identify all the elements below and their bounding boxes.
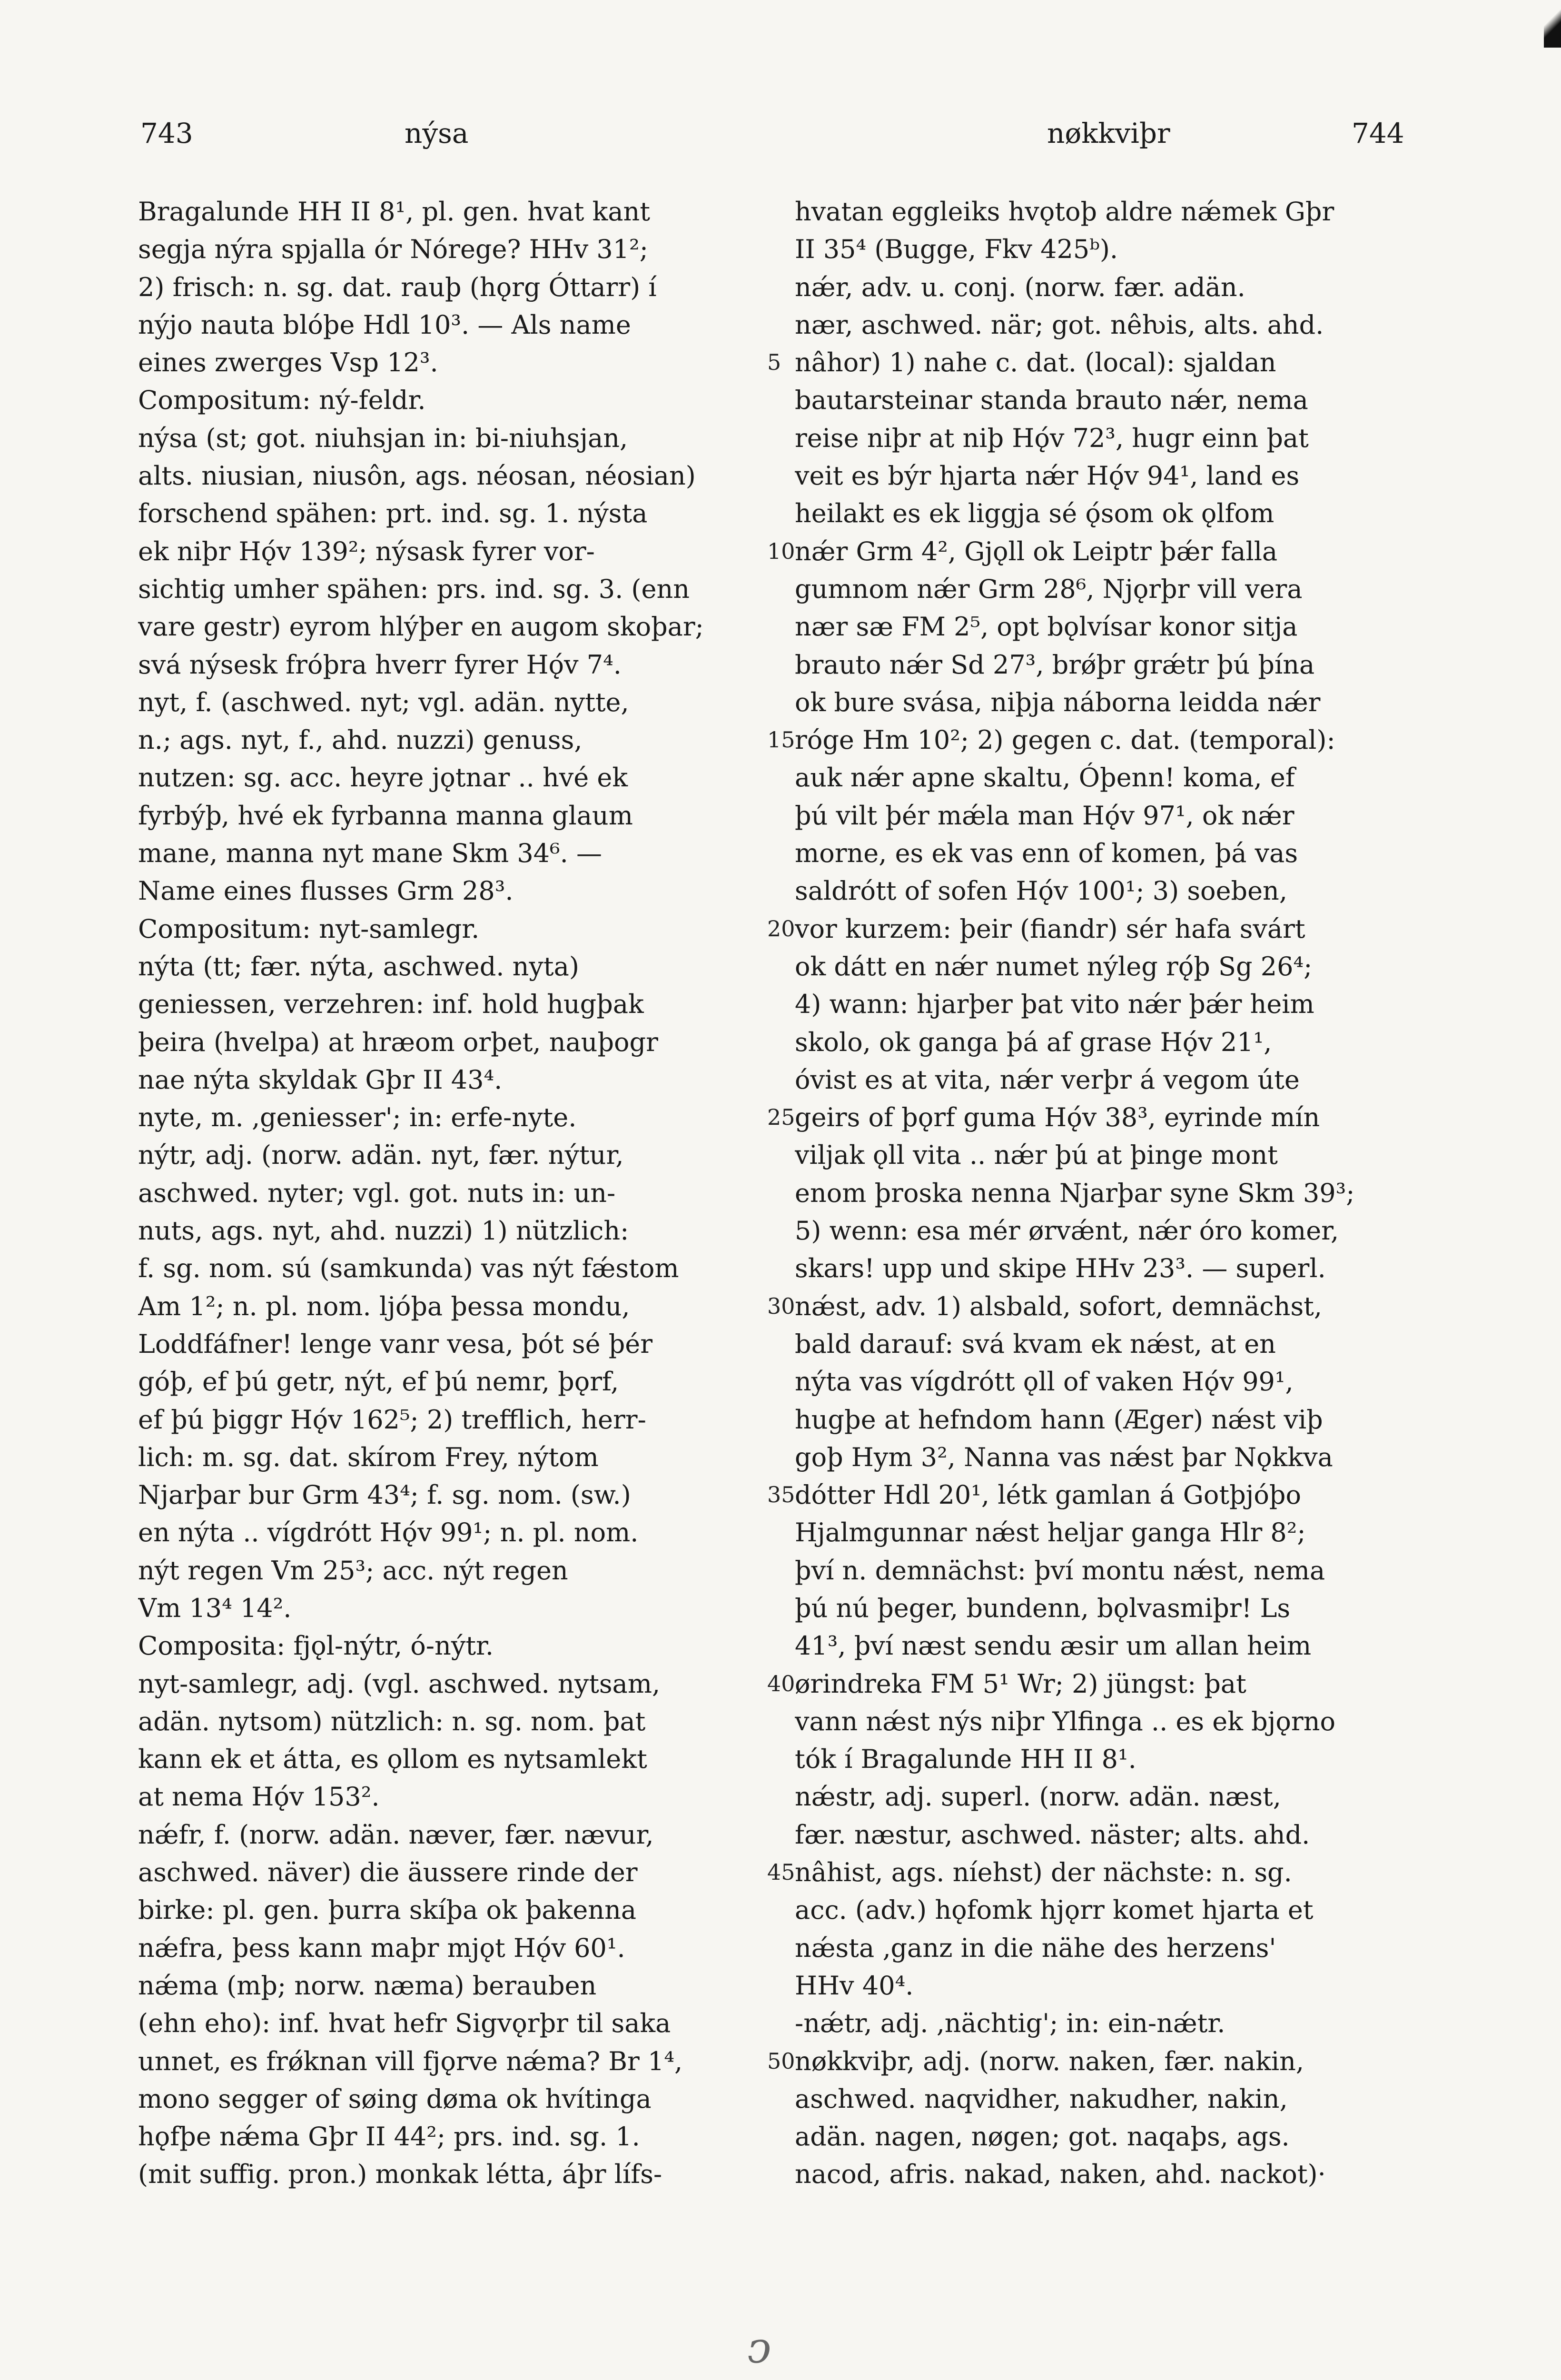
text-line: nǽsta ‚ganz in die nähe des herzens' [795, 1933, 1276, 1963]
text-line: unnet, es frǿknan vill fjǫrve nǽma? Br 1⁴, [138, 2046, 683, 2076]
text-line: vare gestr) eyrom hlýþer en augom skoþar; [138, 612, 704, 642]
text-line: skolo, ok ganga þá af grase Hǫ́v 21¹, [795, 1027, 1272, 1057]
text-line: nutzen: sg. acc. heyre jǫtnar .. hvé ek [138, 763, 628, 793]
text-line: Compositum: ný-feldr. [138, 385, 426, 416]
text-line: nýt regen Vm 25³; acc. nýt regen [138, 1555, 568, 1586]
text-line: adän. nytsom) nützlich: n. sg. nom. þat [138, 1706, 646, 1736]
text-line: nýsa (st; got. niuhsjan in: bi-niuhsjan, [138, 423, 628, 453]
line-number: 30 [767, 1293, 795, 1319]
text-line: viljak ǫll vita .. nǽr þú at þinge mont [795, 1140, 1278, 1170]
text-line: ørindreka FM 5¹ Wr; 2) jüngst: þat [795, 1668, 1246, 1699]
left-column [138, 193, 761, 2193]
text-line: Am 1²; n. pl. nom. ljóþa þessa mondu, [138, 1291, 630, 1321]
text-line: þeira (hvelpa) at hræom orþet, nauþogr [138, 1027, 658, 1057]
text-line: fær. næstur, aschwed. näster; alts. ahd. [795, 1819, 1310, 1850]
line-number: 5 [767, 349, 781, 376]
text-line: veit es býr hjarta nǽr Hǫ́v 94¹, land es [795, 461, 1300, 491]
text-line: ok bure svása, niþja náborna leidda nǽr [795, 687, 1321, 717]
text-line: nyte, m. ‚geniesser'; in: erfe-nyte. [138, 1102, 577, 1133]
text-line: nær, aschwed. när; got. nêƕis, alts. ahd. [795, 309, 1324, 340]
text-line: lich: m. sg. dat. skírom Frey, nýtom [138, 1442, 599, 1472]
text-line: enom þroska nenna Njarþar syne Skm 39³; [795, 1178, 1355, 1208]
right-page-number: 744 [1352, 117, 1404, 149]
text-line: ek niþr Hǫ́v 139²; nýsask fyrer vor- [138, 536, 595, 566]
text-line: vann nǽst nýs niþr Ylfinga .. es ek bjǫrno [795, 1706, 1336, 1736]
text-line: Name eines flusses Grm 28³. [138, 876, 514, 906]
line-number: 45 [767, 1859, 795, 1885]
text-line: reise niþr at niþ Hǫ́v 72³, hugr einn þat [795, 423, 1309, 453]
text-line: góþ, ef þú getr, nýt, ef þú nemr, þǫrf, [138, 1367, 619, 1397]
text-line: Composita: fjǫl-nýtr, ó-nýtr. [138, 1631, 494, 1661]
text-line: nær sæ FM 2⁵, opt bǫlvísar konor sitja [795, 612, 1298, 642]
text-line: 4) wann: hjarþer þat vito nǽr þǽr heim [795, 989, 1314, 1020]
pencil-mark: ↄ [747, 2323, 771, 2373]
line-number: 40 [767, 1670, 795, 1696]
text-line: nyt-samlegr, adj. (vgl. aschwed. nytsam, [138, 1668, 661, 1699]
text-line: hvatan eggleiks hvǫtoþ aldre nǽmek Gþr [795, 197, 1334, 227]
text-line: nâhist, ags. níehst) der nächste: n. sg. [795, 1857, 1292, 1888]
line-number: 25 [767, 1104, 795, 1130]
text-line: nǽfr, f. (norw. adän. næver, fær. nævur, [138, 1819, 654, 1850]
text-line: HHv 40⁴. [795, 1970, 914, 2001]
text-line: bautarsteinar standa brauto nǽr, nema [795, 385, 1308, 416]
text-line: Bragalunde HH II 8¹, pl. gen. hvat kant [138, 197, 651, 227]
text-line: nýta vas vígdrótt ǫll of vaken Hǫ́v 99¹, [795, 1367, 1294, 1397]
text-line: Njarþar bur Grm 43⁴; f. sg. nom. (sw.) [138, 1480, 631, 1510]
text-line: auk nǽr apne skaltu, Óþenn! koma, ef [795, 763, 1295, 793]
text-line: acc. (adv.) hǫfomk hjǫrr komet hjarta et [795, 1895, 1314, 1925]
right-running-head: nøkkviþr [1047, 117, 1170, 149]
text-line: Loddfáfner! lenge vanr vesa, þót sé þér [138, 1329, 653, 1359]
text-line: 2) frisch: n. sg. dat. rauþ (hǫrg Óttarr) í [138, 272, 657, 302]
text-line: (ehn eho): inf. hvat hefr Sigvǫrþr til saka [138, 2008, 671, 2039]
text-line: tók í Bragalunde HH II 8¹. [795, 1744, 1136, 1775]
text-line: geniessen, verzehren: inf. hold hugþak [138, 989, 644, 1020]
text-line: fyrbýþ, hvé ek fyrbanna manna glaum [138, 800, 633, 831]
text-line: saldrótt of sofen Hǫ́v 100¹; 3) soeben, [795, 876, 1287, 906]
text-line: nǽstr, adj. superl. (norw. adän. næst, [795, 1782, 1281, 1812]
line-number: 10 [767, 538, 795, 564]
text-line: 5) wenn: esa mér ørvǽnt, nǽr óro komer, [795, 1216, 1339, 1246]
text-line: nýjo nauta blóþe Hdl 10³. — Als name [138, 309, 631, 340]
text-line: (mit suffig. pron.) monkak létta, áþr lífs- [138, 2159, 662, 2190]
text-line: aschwed. nyter; vgl. got. nuts in: un- [138, 1178, 616, 1208]
text-line: aschwed. naqvidher, nakudher, nakin, [795, 2083, 1288, 2114]
text-line: mono segger of søing døma ok hvítinga [138, 2083, 652, 2114]
text-line: ok dátt en nǽr numet nýleg rǫ́þ Sg 26⁴; [795, 951, 1313, 982]
text-line: morne, es ek vas enn of komen, þá vas [795, 838, 1298, 869]
text-line: heilakt es ek liggja sé ǫ́som ok ǫlfom [795, 498, 1274, 529]
left-running-head: nýsa [405, 117, 469, 149]
text-line: nyt, f. (aschwed. nyt; vgl. adän. nytte, [138, 687, 629, 717]
text-line: segja nýra spjalla ór Nórege? HHv 31²; [138, 234, 648, 265]
text-line: Vm 13⁴ 14². [138, 1593, 292, 1623]
text-line: eines zwerges Vsp 12³. [138, 347, 438, 378]
text-line: nýtr, adj. (norw. adän. nyt, fær. nýtur, [138, 1140, 624, 1170]
text-line: þú nú þeger, bundenn, bǫlvasmiþr! Ls [795, 1593, 1291, 1623]
line-number: 15 [767, 727, 795, 753]
text-line: at nema Hǫ́v 153². [138, 1782, 380, 1812]
text-line: hǫfþe nǽma Gþr II 44²; prs. ind. sg. 1. [138, 2122, 640, 2152]
text-line: nacod, afris. nakad, naken, ahd. nackot)· [795, 2159, 1326, 2190]
text-line: svá nýsesk fróþra hverr fyrer Hǫ́v 7⁴. [138, 649, 622, 680]
text-line: óvist es at vita, nǽr verþr á vegom úte [795, 1064, 1300, 1095]
text-line: en nýta .. vígdrótt Hǫ́v 99¹; n. pl. nom. [138, 1517, 639, 1548]
text-line: aschwed. näver) die äussere rinde der [138, 1857, 638, 1888]
text-line: nýta (tt; fær. nýta, aschwed. nyta) [138, 951, 579, 982]
text-line: róge Hm 10²; 2) gegen c. dat. (temporal): [795, 725, 1335, 755]
text-line: nae nýta skyldak Gþr II 43⁴. [138, 1064, 503, 1095]
text-line: birke: pl. gen. þurra skíþa ok þakenna [138, 1895, 637, 1925]
left-page-number: 743 [140, 117, 193, 149]
text-line: n.; ags. nyt, f., ahd. nuzzi) genuss, [138, 725, 583, 755]
text-line: kann ek et átta, es ǫllom es nytsamlekt [138, 1744, 647, 1775]
text-line: mane, manna nyt mane Skm 34⁶. — [138, 838, 603, 869]
text-line: forschend spähen: prt. ind. sg. 1. nýsta [138, 498, 648, 529]
text-line: nǽr Grm 4², Gjǫll ok Leiptr þǽr falla [795, 536, 1278, 566]
text-line: goþ Hym 3², Nanna vas nǽst þar Nǫkkva [795, 1442, 1333, 1472]
text-line: bald darauf: svá kvam ek nǽst, at en [795, 1329, 1276, 1359]
text-line: nøkkviþr, adj. (norw. naken, fær. nakin, [795, 2046, 1304, 2076]
text-line: adän. nagen, nøgen; got. naqaþs, ags. [795, 2122, 1290, 2152]
text-line: geirs of þǫrf guma Hǫ́v 38³, eyrinde mín [795, 1102, 1320, 1133]
text-line: brauto nǽr Sd 27³, brǿþr grǽtr þú þína [795, 649, 1315, 680]
text-line: Hjalmgunnar nǽst heljar ganga Hlr 8²; [795, 1517, 1306, 1548]
text-line: nǽr, adv. u. conj. (norw. fær. adän. [795, 272, 1245, 302]
text-line: alts. niusian, niusôn, ags. néosan, néosian) [138, 461, 696, 491]
text-line: nǽst, adv. 1) alsbald, sofort, demnächst, [795, 1291, 1323, 1321]
text-line: nuts, ags. nyt, ahd. nuzzi) 1) nützlich: [138, 1216, 629, 1246]
text-line: nǽma (mþ; norw. næma) berauben [138, 1970, 597, 2001]
text-line: hugþe at hefndom hann (Æger) nǽst viþ [795, 1404, 1323, 1435]
line-number: 20 [767, 915, 795, 942]
page-corner-shadow [1544, 0, 1561, 48]
text-line: þú vilt þér mǽla man Hǫ́v 97¹, ok nǽr [795, 800, 1294, 831]
text-line: því n. demnächst: því montu nǽst, nema [795, 1555, 1325, 1586]
text-line: vor kurzem: þeir (fiandr) sér hafa svárt [795, 913, 1305, 944]
text-line: II 35⁴ (Bugge, Fkv 425ᵇ). [795, 234, 1118, 265]
text-line: nǽfra, þess kann maþr mjǫt Hǫ́v 60¹. [138, 1933, 625, 1963]
text-line: gumnom nǽr Grm 28⁶, Njǫrþr vill vera [795, 574, 1303, 604]
text-line: skars! upp und skipe HHv 23³. — superl. [795, 1253, 1326, 1284]
text-line: Compositum: nyt-samlegr. [138, 913, 480, 944]
text-line: f. sg. nom. sú (samkunda) vas nýt fǽstom [138, 1253, 679, 1284]
right-column [795, 193, 1471, 2193]
text-line: nâhor) 1) nahe c. dat. (local): sjaldan [795, 347, 1276, 378]
text-line: 41³, því næst sendu æsir um allan heim [795, 1631, 1312, 1661]
text-line: dótter Hdl 20¹, létk gamlan á Gotþjóþo [795, 1480, 1301, 1510]
text-line: sichtig umher spähen: prs. ind. sg. 3. (enn [138, 574, 690, 604]
line-number: 50 [767, 2048, 795, 2074]
text-line: -nǽtr, adj. ‚nächtig'; in: ein-nǽtr. [795, 2008, 1225, 2039]
line-number: 35 [767, 1482, 795, 1508]
text-line: ef þú þiggr Hǫ́v 162⁵; 2) trefflich, herr- [138, 1404, 646, 1435]
